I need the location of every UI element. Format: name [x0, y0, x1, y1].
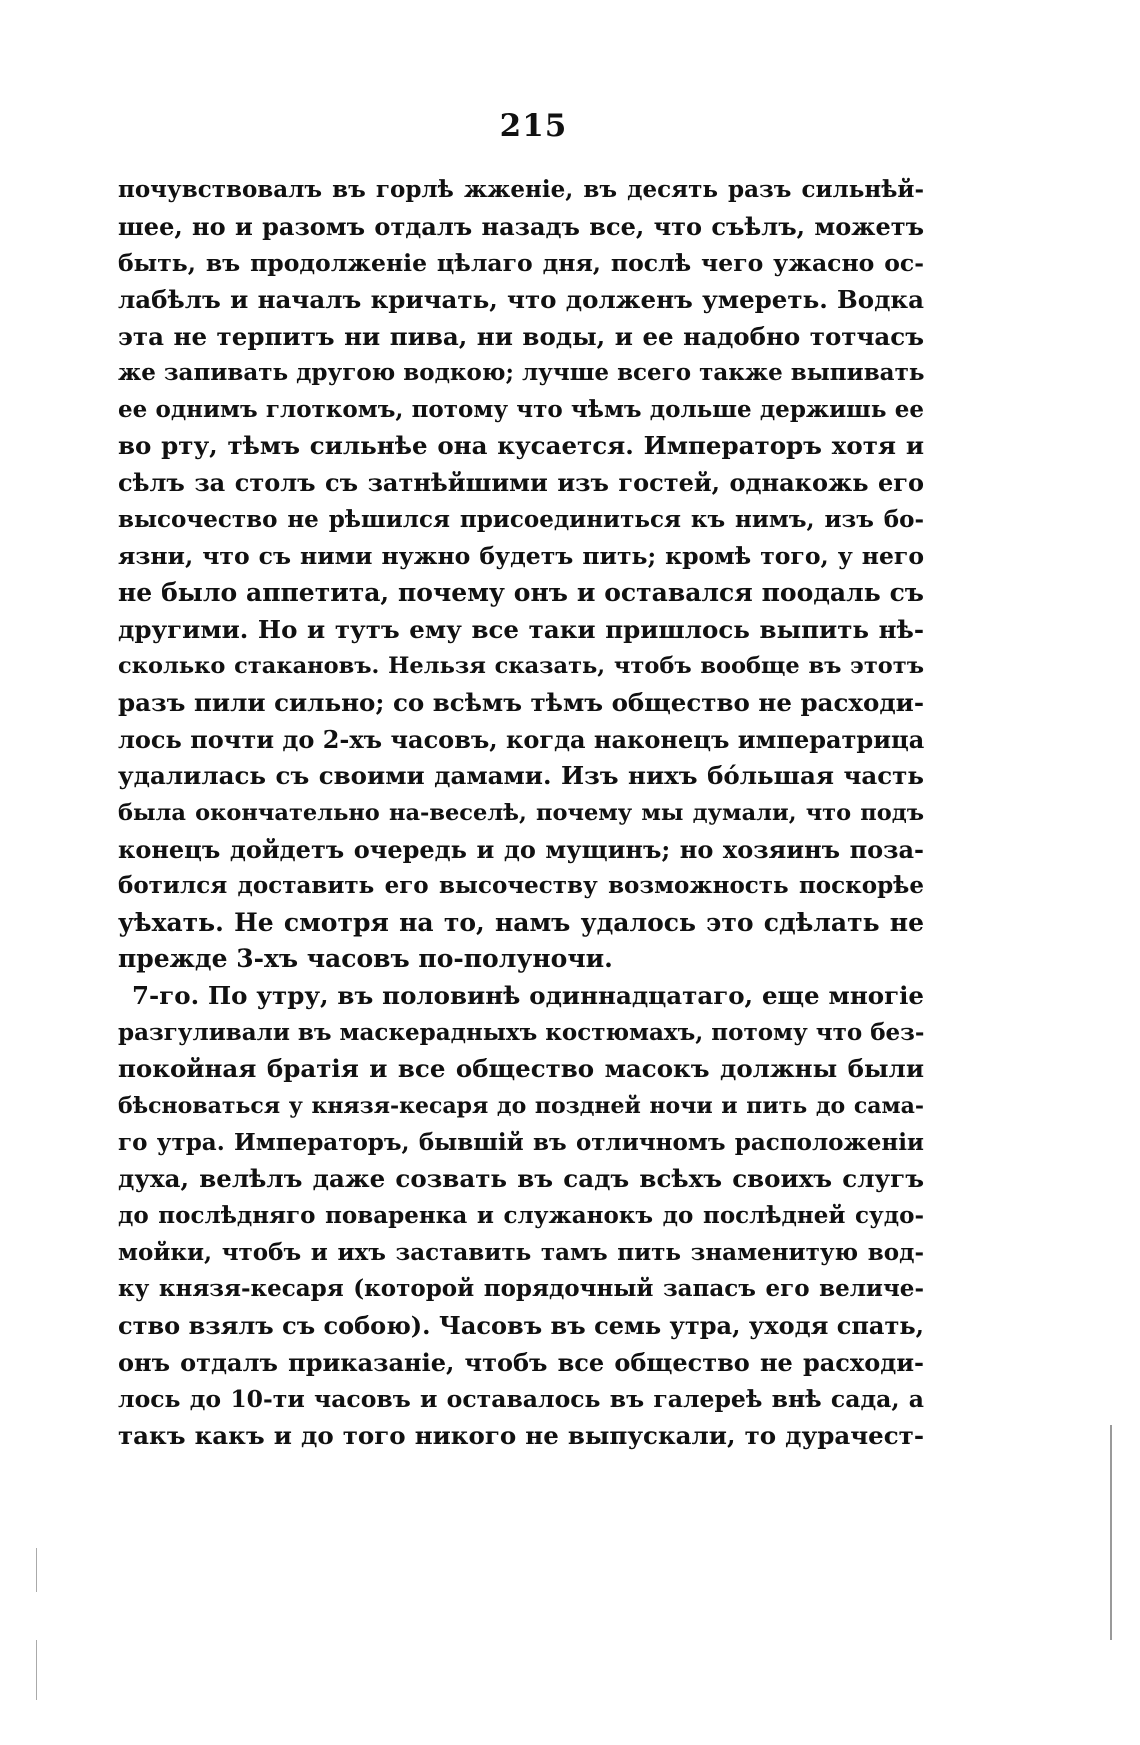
text-line: разгуливали въ маскерадныхъ костюмахъ, потому что без-: [118, 1018, 924, 1046]
text-line: ство взялъ съ собою). Часовъ въ семь утра, уходя спать,: [118, 1310, 924, 1340]
text-line: покойная братія и все общество масокъ должны были: [118, 1054, 924, 1084]
text-line: прежде 3-хъ часовъ по-полуночи.: [118, 944, 613, 974]
text-line: почувствовалъ въ горлѣ жженіе, въ десять разъ сильнѣй-: [118, 176, 924, 203]
text-line: шее, но и разомъ отдалъ назадъ все, что съѣлъ, можетъ: [118, 211, 924, 241]
text-line: ботился доставить его высочеству возможность поскорѣе: [118, 872, 924, 900]
text-line: мойки, чтобъ и ихъ заставить тамъ пить знаменитую вод-: [118, 1238, 924, 1266]
text-line: до послѣдняго поваренка и служанокъ до послѣдней судо-: [118, 1201, 924, 1229]
text-line: конецъ дойдетъ очередь и до мущинъ; но хозяинъ поза-: [118, 834, 924, 864]
text-line: язни, что съ ними нужно будетъ пить; кромѣ того, у него: [118, 542, 924, 571]
text-line: разъ пили сильно; со всѣмъ тѣмъ общество не расходи-: [118, 687, 924, 717]
text-line: духа, велѣлъ даже созвать въ садъ всѣхъ своихъ слугъ: [118, 1164, 924, 1194]
text-line: сколько стакановъ. Нельзя сказать, чтобъ вообще въ этотъ: [118, 653, 924, 680]
text-line: го утра. Императоръ, бывшій въ отличномъ расположеніи: [118, 1128, 924, 1156]
text-line: во рту, тѣмъ сильнѣе она кусается. Императоръ хотя и: [118, 431, 924, 461]
text-line: ее однимъ глоткомъ, потому что чѣмъ дольше держишь ее: [118, 395, 924, 423]
text-line: другими. Но и тутъ ему все таки пришлось выпить нѣ-: [118, 614, 924, 644]
text-line: онъ отдалъ приказаніе, чтобъ все общество не расходи-: [118, 1347, 924, 1377]
text-line: сѣлъ за столъ съ затнѣйшими изъ гостей, однакожь его: [118, 468, 924, 498]
text-line: высочество не рѣшился присоединиться къ нимъ, изъ бо-: [118, 505, 924, 533]
text-line: удалилась съ своими дамами. Изъ нихъ бóльшая часть: [118, 761, 924, 791]
page-number: 215: [499, 108, 568, 144]
scan-edge-mark: [1110, 1425, 1112, 1640]
text-line: бѣсноваться у князя-кесаря до поздней ночи и пить до сама-: [118, 1093, 924, 1120]
text-line: же запивать другою водкою; лучше всего также выпивать: [118, 359, 924, 387]
text-line: была окончательно на-веселѣ, почему мы думали, что подъ: [118, 799, 924, 826]
text-line: лось до 10-ти часовъ и оставалось въ галереѣ внѣ сада, а: [118, 1385, 924, 1414]
text-line: лось почти до 2-хъ часовъ, когда наконецъ императрица: [118, 724, 924, 754]
text-line: быть, въ продолженіе цѣлаго дня, послѣ чего ужасно ос-: [118, 249, 924, 278]
scan-edge-mark: [36, 1640, 37, 1700]
text-line: ку князя-кесаря (которой порядочный запасъ его величе-: [118, 1275, 924, 1303]
text-line: 7-го. По утру, въ половинѣ одиннадцатаго, еще многіе: [132, 981, 924, 1011]
text-line: уѣхать. Не смотря на то, намъ удалось это сдѣлать не: [118, 907, 924, 937]
body-text: [118, 172, 924, 1454]
text-line: такъ какъ и до того никого не выпускали, то дурачест-: [118, 1420, 924, 1450]
text-line: не было аппетита, почему онъ и оставался поодаль съ: [118, 578, 924, 608]
scan-edge-mark: [36, 1548, 37, 1592]
text-line: эта не терпитъ ни пива, ни воды, и ее надобно тотчасъ: [118, 321, 924, 351]
text-line: лабѣлъ и началъ кричать, что долженъ умереть. Водка: [118, 284, 924, 314]
